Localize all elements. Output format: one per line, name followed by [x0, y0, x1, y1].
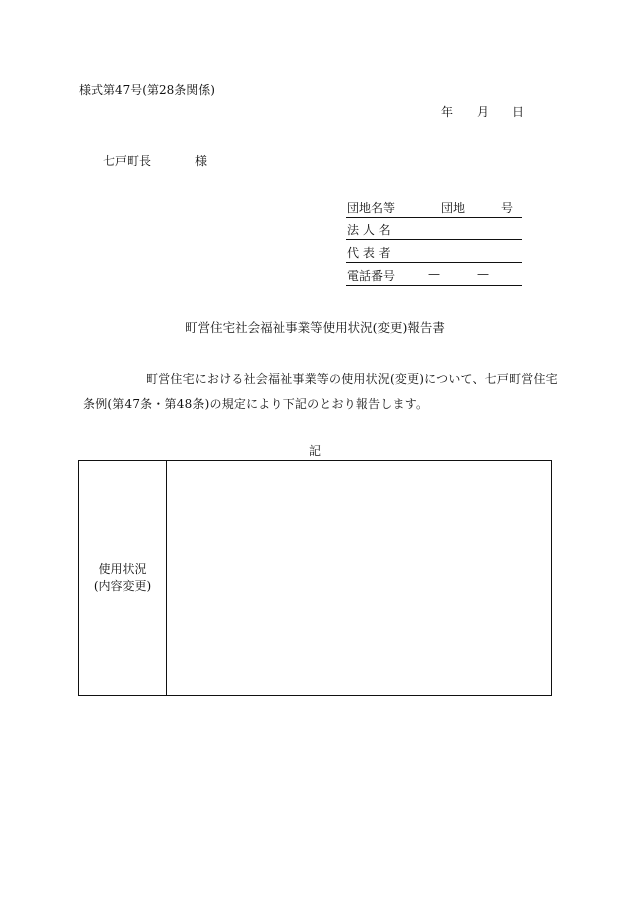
applicant-group-label: 団地名等	[347, 201, 396, 215]
recipient	[103, 152, 208, 169]
form-number: 様式第47号(第28条関係)	[79, 83, 215, 97]
applicant-phone-dash2: —	[477, 267, 489, 281]
usage-status-table	[78, 460, 552, 696]
applicant-phone-label: 電話番号	[347, 269, 396, 283]
usage-status-sublabel: (内容変更)	[93, 579, 152, 593]
body-line-2: 条例(第47条・第48条)の規定により下記のとおり報告します。	[83, 397, 429, 411]
applicant-group-mid: 団地	[441, 201, 466, 215]
document-title: 町営住宅社会福祉事業等使用状況(変更)報告書	[185, 320, 445, 335]
date-month: 月	[477, 105, 490, 119]
recipient-honorific: 様	[195, 154, 208, 168]
applicant-phone-dash1: —	[428, 267, 440, 281]
date-year: 年	[441, 105, 454, 119]
ki-heading: 記	[308, 444, 321, 458]
date-day: 日	[512, 105, 525, 119]
applicant-group-end: 号	[501, 201, 514, 215]
usage-status-label-cell	[79, 461, 167, 695]
body-line-1: 町営住宅における社会福祉事業等の使用状況(変更)について、七戸町営住宅	[146, 372, 558, 386]
applicant-corporation-field[interactable]	[346, 219, 522, 240]
applicant-group-field[interactable]	[346, 197, 522, 218]
applicant-representative-field[interactable]	[346, 242, 522, 263]
usage-status-content-cell[interactable]	[167, 461, 551, 695]
applicant-representative-label: 代 表 者	[347, 246, 391, 260]
applicant-corporation-label: 法 人 名	[347, 223, 391, 237]
applicant-phone-field[interactable]	[346, 265, 522, 286]
usage-status-label: 使用状況	[98, 562, 147, 576]
recipient-name: 七戸町長	[103, 154, 152, 168]
